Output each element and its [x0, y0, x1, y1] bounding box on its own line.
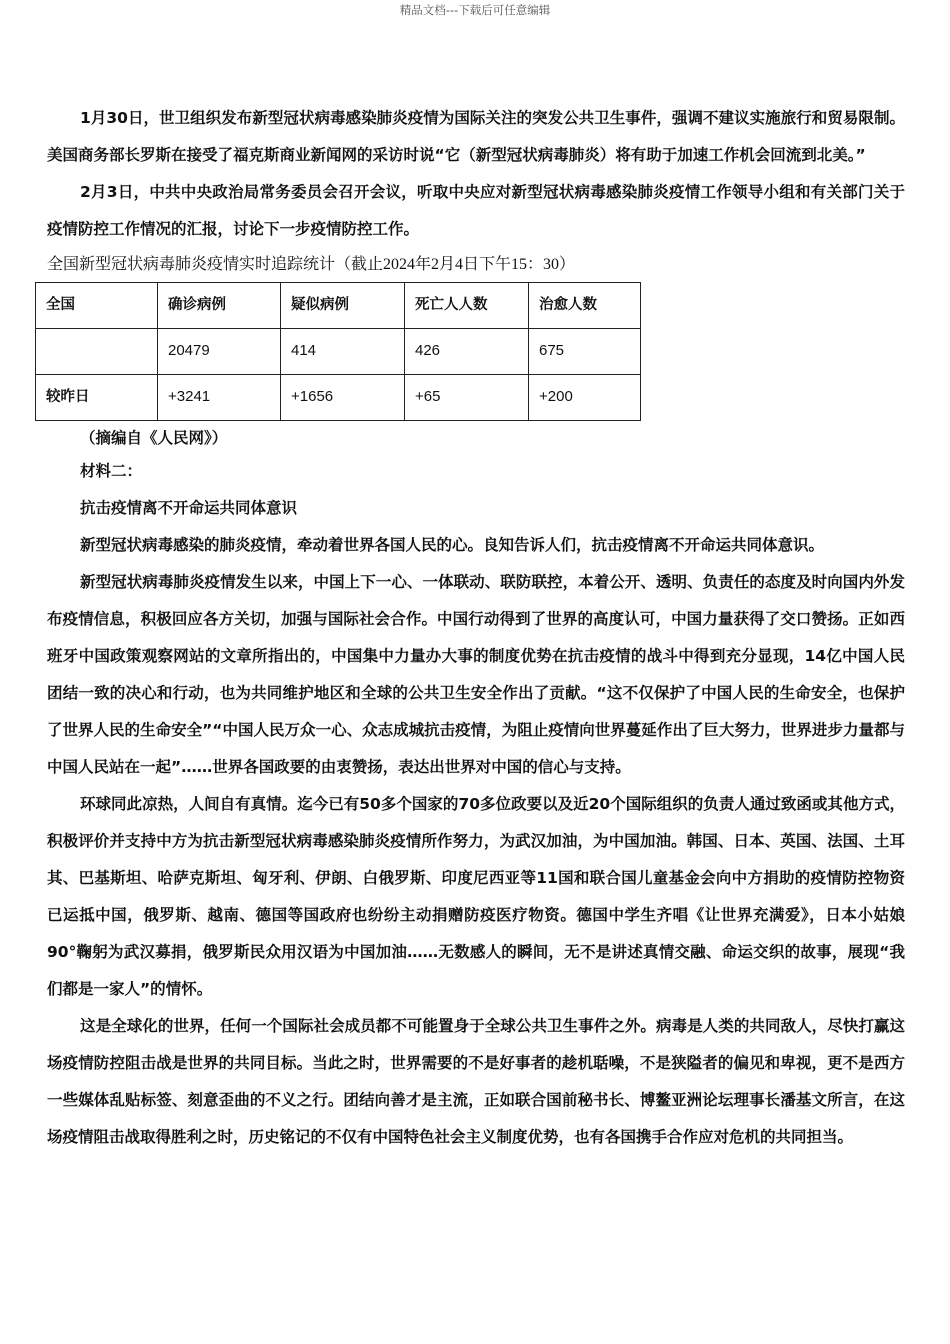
header-cell-deaths: 死亡人人数 — [405, 283, 529, 329]
epidemic-stats-table — [35, 282, 641, 421]
paragraph-material-4: 这是全球化的世界，任何一个国际社会成员都不可能置身于全球公共卫生事件之外。病毒是人类的共同敌人，尽快打赢这场疫情防控阻击战是世界的共同目标。当此之时，世界需要的不是好事者的趁机聒噪，不是狭隘者的偏见和卑视，更不是西方一些媒体乱贴标签、刻意歪曲的不义之行。团结向善才是主流，正如联合国前秘书长、博鳌亚洲论坛理事长潘基文所言，在这场疫情阻击战取得胜利之时，历史铭记的不仅有中国特色社会主义制度优势，也有各国携手合作应对危机的共同担当。 — [47, 1017, 905, 1146]
table-cell: 414 — [281, 329, 405, 375]
table-cell: 426 — [405, 329, 529, 375]
table-cell: +3241 — [158, 375, 281, 421]
page-header: 精品文档---下载后可任意编辑 — [399, 3, 551, 17]
table-source: （摘编自《人民网》） — [80, 429, 228, 447]
header-cell-suspected: 疑似病例 — [281, 283, 405, 329]
table-cell: +200 — [529, 375, 641, 421]
table-cell: 较昨日 — [36, 375, 158, 421]
table-cell — [36, 329, 158, 375]
paragraph-material-2: 新型冠状病毒肺炎疫情发生以来，中国上下一心、一体联动、联防联控，本着公开、透明、负责任的态度及时向国内外发布疫情信息，积极回应各方关切，加强与国际社会合作。中国行动得到了世界的高度认可，中国力量获得了交口赞扬。正如西班牙中国政策观察网站的文章所指出的，中国集中力量办大事的制度优势在抗击疫情的战斗中得到充分显现，14亿中国人民团结一致的决心和行动，也为共同维护地区和全球的公共卫生安全作出了贡献。“这不仅保护了中国人民的生命安全，也保护了世界人民的生命安全”“中国人民万众一心、众志成城抗击疫情，为阻止疫情向世界蔓延作出了巨大努力，世界进步力量都与中国人民站在一起”……世界各国政要的由衷赞扬，表达出世界对中国的信心与支持。 — [47, 573, 905, 776]
paragraph-material-1: 新型冠状病毒感染的肺炎疫情，牵动着世界各国人民的心。良知告诉人们，抗击疫情离不开命运共同体意识。 — [80, 536, 825, 554]
header-cell-confirmed: 确诊病例 — [158, 283, 281, 329]
table-cell: 675 — [529, 329, 641, 375]
material-title: 抗击疫情离不开命运共同体意识 — [80, 499, 298, 517]
table-header-row — [36, 283, 641, 329]
paragraph-material-3: 环球同此凉热，人间自有真情。迄今已有50多个国家的70多位政要以及近20个国际组织的负责人通过致函或其他方式，积极评价并支持中方为抗击新型冠状病毒感染肺炎疫情所作努力，为武汉加油，为中国加油。韩国、日本、英国、法国、土耳其、巴基斯坦、哈萨克斯坦、匈牙利、伊朗、白俄罗斯、印度尼西亚等11国和联合国儿童基金会向中方捐助的疫情防控物资已运抵中国，俄罗斯、越南、德国等国政府也纷纷主动捐赠防疫医疗物资。德国中学生齐唱《让世界充满爱》，日本小姑娘90°鞠躬为武汉募捐，俄罗斯民众用汉语为中国加油……无数感人的瞬间，无不是讲述真情交融、命运交织的故事，展现“我们都是一家人”的情怀。 — [47, 795, 905, 998]
table-cell: 20479 — [158, 329, 281, 375]
document-content — [47, 100, 905, 1156]
material-label: 材料二： — [80, 462, 143, 480]
table-row — [36, 375, 641, 421]
table-caption: 全国新型冠状病毒肺炎疫情实时追踪统计（截止2024年2月4日下午15：30） — [47, 256, 576, 273]
table-cell: +1656 — [281, 375, 405, 421]
paragraph-who-announcement: 1月30日，世卫组织发布新型冠状病毒感染肺炎疫情为国际关注的突发公共卫生事件，强调不建议实施旅行和贸易限制。美国商务部长罗斯在接受了福克斯商业新闻网的采访时说“它（新型冠状病毒肺炎）将有助于加速工作机会回流到北美。” — [47, 109, 905, 164]
table-cell: +65 — [405, 375, 529, 421]
table-row — [36, 329, 641, 375]
header-cell-region: 全国 — [36, 283, 158, 329]
paragraph-politburo-meeting: 2月3日，中共中央政治局常务委员会召开会议，听取中央应对新型冠状病毒感染肺炎疫情工作领导小组和有关部门关于疫情防控工作情况的汇报，讨论下一步疫情防控工作。 — [47, 183, 905, 238]
header-cell-cured: 治愈人数 — [529, 283, 641, 329]
